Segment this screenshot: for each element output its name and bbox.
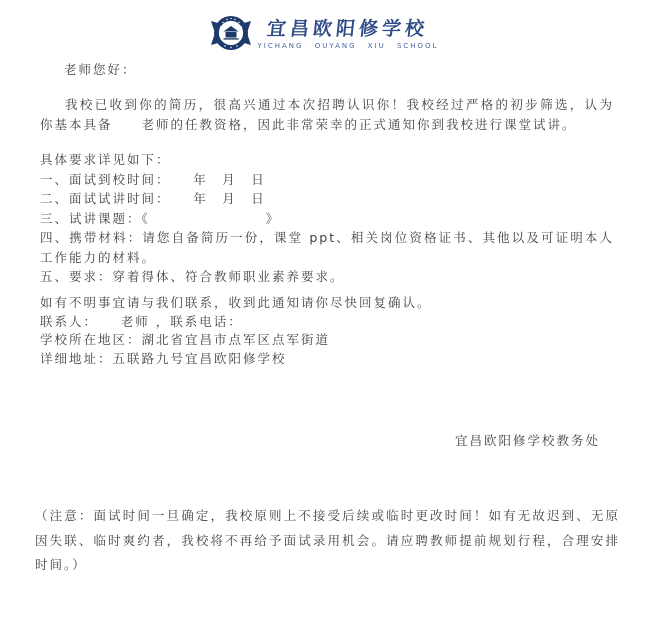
letterhead — [0, 12, 648, 54]
intro-paragraph: 我校已收到你的简历，很高兴通过本次招聘认识你！我校经过严格的初步筛选，认为你基本具备 老师的任教资格，因此非常荣幸的正式通知你到我校进行课堂试讲。 — [40, 97, 614, 132]
requirement-item-4: 四、携带材料：请您自备简历一份，课堂 ppt、相关岗位资格证书、其他以及可证明本人工作能力的材料。 — [40, 230, 614, 265]
greeting: 老师您好： — [64, 62, 137, 77]
school-name-cn: 宜昌欧阳修学校 — [266, 17, 430, 40]
school-emblem-icon — [210, 12, 252, 54]
contact-person: 联系人： 老师 ，联系电话： — [40, 313, 243, 329]
school-region: 学校所在地区：湖北省宜昌市点军区点军街道 — [40, 332, 331, 348]
requirement-item-2: 二、面试试讲时间： 年 月 日 — [40, 191, 266, 206]
requirement-item-5: 五、要求：穿着得体、符合教师职业素养要求。 — [40, 269, 345, 284]
requirements-section — [40, 150, 614, 287]
contact-note: 如有不明事宜请与我们联系，收到此通知请你尽快回复确认。 — [40, 295, 432, 310]
school-address: 详细地址：五联路九号宜昌欧阳修学校 — [40, 351, 287, 367]
footnote: （注意：面试时间一旦确定，我校原则上不接受后续或临时更改时间！如有无故迟到、无原因失联、临时爽约者，我校将不再给予面试录用机会。请应聘教师提前规划行程，合理安排时间。） — [35, 508, 620, 572]
requirements-title: 具体要求详见如下： — [40, 152, 171, 167]
requirement-item-3: 三、试讲课题：《 》 — [40, 210, 281, 226]
school-name-block — [258, 17, 439, 50]
school-name-en: YICHANG OUYANG XIU SCHOOL — [257, 41, 439, 50]
contact-section — [40, 294, 614, 369]
requirement-item-1: 一、面试到校时间： 年 月 日 — [40, 171, 266, 187]
signature: 宜昌欧阳修学校教务处 — [454, 433, 600, 448]
